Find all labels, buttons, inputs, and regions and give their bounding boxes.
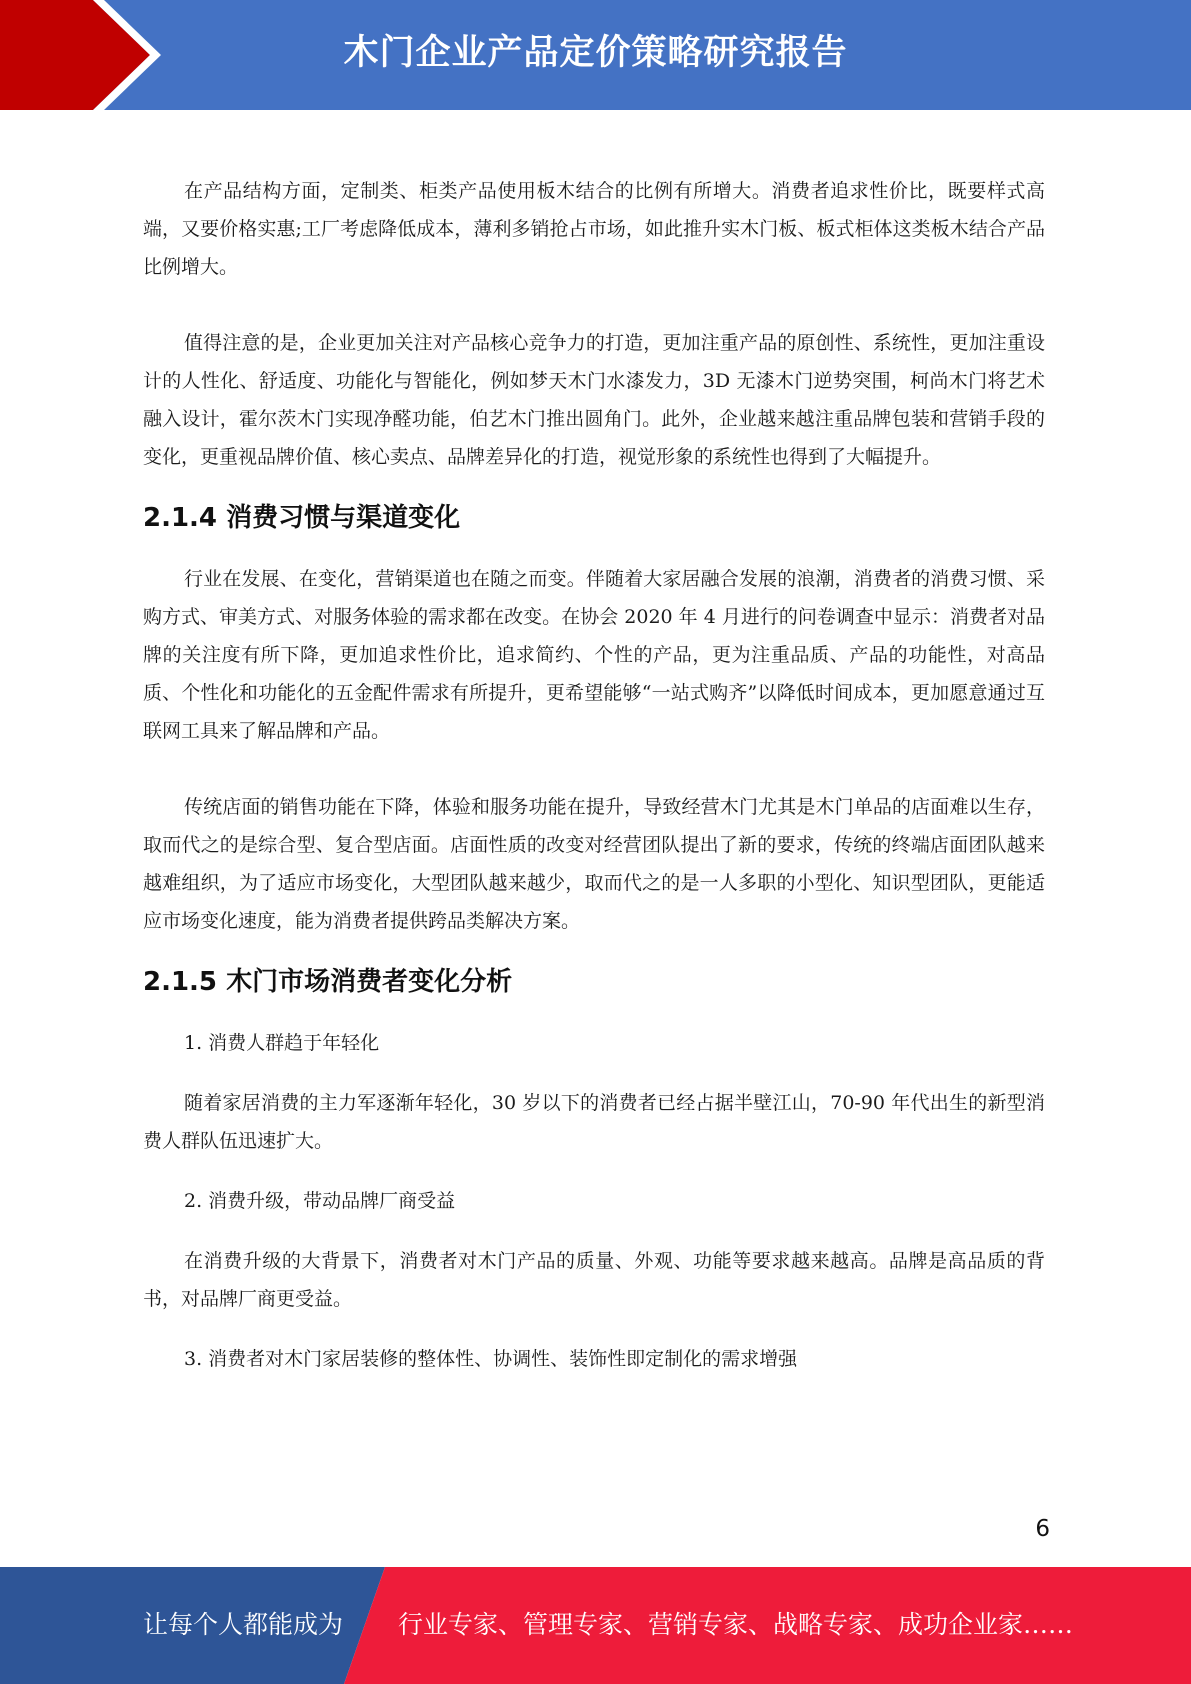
footer-slogan-right: 行业专家、管理专家、营销专家、战略专家、成功企业家……: [398, 1610, 1074, 1639]
paragraph-store-changes: 传统店面的销售功能在下降，体验和服务功能在提升，导致经营木门尤其是木门单品的店面难以生存，取而代之的是综合型、复合型店面。店面性质的改变对经营团队提出了新的要求，传统的终端店面团队越来越难组织，为了适应市场变化，大型团队越来越少，取而代之的是一人多职的小型化、知识型团队，更能适应市场变化速度，能为消费者提供跨品类解决方案。: [143, 796, 1045, 932]
paragraph-core-competitiveness: 值得注意的是，企业更加关注对产品核心竞争力的打造，更加注重产品的原创性、系统性，更加注重设计的人性化、舒适度、功能化与智能化，例如梦天木门水漆发力，3D 无漆木门逆势突围，柯尚木门将艺术融入设计，霍尔茨木门实现净醛功能，伯艺木门推出圆角门。此外，企业越来越注重品牌包装和营销手段的变化，更重视品牌价值、核心卖点、品牌差异化的打造，视觉形象的系统性也得到了大幅提升。: [143, 332, 1045, 468]
list-item-2: 2. 消费升级，带动品牌厂商受益: [184, 1190, 456, 1212]
page-footer: [0, 1567, 1191, 1684]
page-body: [143, 172, 1045, 1378]
list-item-3: 3. 消费者对木门家居装修的整体性、协调性、装饰性即定制化的需求增强: [184, 1348, 798, 1370]
paragraph-younger-consumers: 随着家居消费的主力军逐渐年轻化，30 岁以下的消费者已经占据半壁江山，70-90 年代出生的新型消费人群队伍迅速扩大。: [143, 1092, 1045, 1152]
page-header: [0, 0, 1191, 110]
section-heading-2-1-5: 2.1.5 木门市场消费者变化分析: [143, 967, 513, 997]
section-heading-2-1-4: 2.1.4 消费习惯与渠道变化: [143, 503, 461, 533]
paragraph-consumption-upgrade: 在消费升级的大背景下，消费者对木门产品的质量、外观、功能等要求越来越高。品牌是高品质的背书，对品牌厂商更受益。: [143, 1250, 1045, 1310]
paragraph-product-structure: 在产品结构方面，定制类、柜类产品使用板木结合的比例有所增大。消费者追求性价比，既要样式高端，又要价格实惠;工厂考虑降低成本，薄利多销抢占市场，如此推升实木门板、板式柜体这类板木结合产品比例增大。: [143, 180, 1045, 278]
footer-slogan-left: 让每个人都能成为: [143, 1610, 344, 1639]
paragraph-consumption-habits: 行业在发展、在变化，营销渠道也在随之而变。伴随着大家居融合发展的浪潮，消费者的消费习惯、采购方式、审美方式、对服务体验的需求都在改变。在协会 2020 年 4 月进行的问卷调查中显示：消费者对品牌的关注度有所下降，更加追求性价比，追求简约、个性的产品，更为注重品质、产品的功能性，对高品质、个性化和功能化的五金配件需求有所提升，更希望能够“一站式购齐”以降低时间成本，更加愿意通过互联网工具来了解品牌和产品。: [143, 568, 1045, 742]
list-item-1: 1. 消费人群趋于年轻化: [184, 1032, 380, 1054]
page-number: 6: [1035, 1516, 1050, 1542]
report-title: 木门企业产品定价策略研究报告: [343, 33, 848, 73]
